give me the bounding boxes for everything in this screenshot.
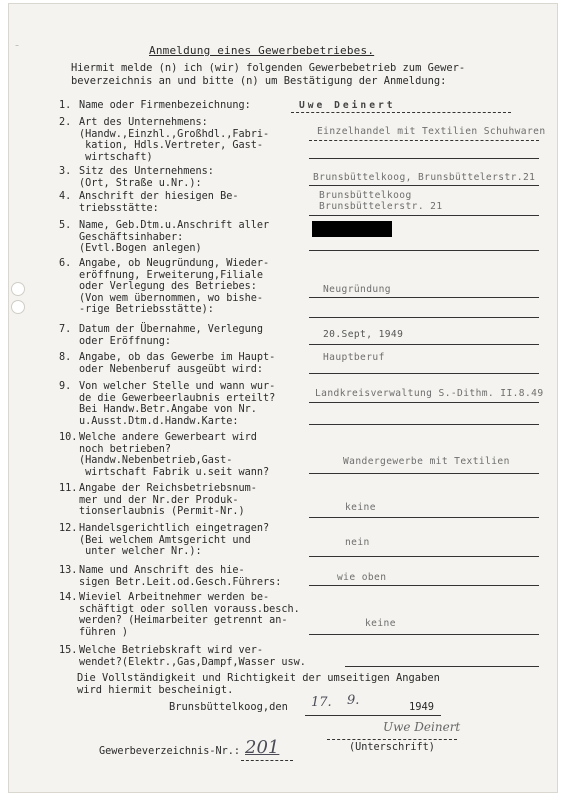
answer-opening-date: 20.Sept, 1949 bbox=[323, 329, 404, 340]
register-label: Gewerbeverzeichnis-Nr.: bbox=[99, 746, 241, 757]
item-label: Welche Betriebskraft wird ver- wendet?(Elektr.,Gas,Dampf,Wasser usw. bbox=[79, 645, 306, 668]
corner-mark: - bbox=[15, 38, 20, 52]
date-year: 1949 bbox=[409, 701, 435, 713]
item-number: 13. bbox=[59, 565, 78, 576]
certification-text: Die Vollständigkeit und Richtigkeit der umseitigen Angaben wird hiermit bescheinigt. bbox=[77, 672, 440, 696]
answer-commercial-register: nein bbox=[345, 537, 370, 548]
form-item-9 bbox=[59, 381, 275, 427]
item-label: Welche andere Gewerbeart wird noch betrieben? (Handw.Nebenbetrieb,Gast- wirtschaft Fabrik u.seit wann? bbox=[79, 432, 270, 478]
form-item-12 bbox=[59, 523, 269, 558]
signature-line bbox=[327, 739, 457, 740]
item-label: Name und Anschrift des hie- sigen Betr.Leit.od.Gesch.Führers: bbox=[79, 565, 282, 588]
punch-hole-bottom bbox=[11, 300, 25, 314]
answer-business-type: Einzelhandel mit Textilien Schuhwaren bbox=[317, 126, 546, 137]
answer-line bbox=[345, 666, 539, 667]
item-label: Name, Geb.Dtm.u.Anschrift aller Geschäftsinhaber: (Evtl.Bogen anlegen) bbox=[79, 220, 270, 255]
redaction-block bbox=[312, 221, 392, 237]
form-item-15 bbox=[59, 645, 306, 668]
answer-line bbox=[309, 215, 539, 216]
answer-line bbox=[309, 185, 539, 186]
form-item-10 bbox=[59, 432, 269, 478]
answer-line bbox=[309, 140, 539, 141]
item-number: 8. bbox=[59, 352, 72, 363]
item-label: Handelsgerichtlich eingetragen? (Bei welchem Amtsgericht und unter welcher Nr.): bbox=[79, 523, 270, 558]
item-number: 4. bbox=[59, 191, 72, 202]
item-number: 2. bbox=[59, 117, 72, 128]
punch-hole-top bbox=[11, 282, 25, 296]
answer-permit: Landkreisverwaltung S.-Dithm. II.8.49 bbox=[315, 388, 544, 399]
answer-other-business: Wandergewerbe mit Textilien bbox=[343, 456, 510, 467]
form-item-3 bbox=[59, 166, 214, 189]
answer-line bbox=[309, 402, 539, 403]
answer-line bbox=[309, 585, 539, 586]
place-date-label: Brunsbüttelkoog,den bbox=[169, 701, 288, 713]
item-label: Datum der Übernahme, Verlegung oder Eröffnung: bbox=[79, 324, 264, 347]
answer-manager: wie oben bbox=[337, 572, 387, 583]
form-title: Anmeldung eines Gewerbebetriebes. bbox=[149, 44, 375, 57]
item-number: 1. bbox=[59, 100, 72, 111]
register-line bbox=[241, 760, 293, 761]
item-number: 14. bbox=[59, 592, 78, 603]
item-label: Angabe der Reichsbetriebsnum- mer und der Nr.der Produk- tionserlaubnis (Permit-Nr.) bbox=[79, 483, 257, 518]
item-number: 15. bbox=[59, 645, 78, 656]
item-label: Name oder Firmenbezeichnung: bbox=[79, 100, 251, 111]
answer-line bbox=[309, 373, 539, 374]
answer-location: Brunsbüttelkoog, Brunsbüttelerstr.21 bbox=[313, 172, 536, 183]
answer-line bbox=[309, 344, 539, 345]
answer-line bbox=[309, 297, 539, 298]
answer-line bbox=[309, 158, 539, 159]
item-number: 5. bbox=[59, 220, 72, 231]
form-item-14 bbox=[59, 592, 300, 638]
date-line bbox=[305, 715, 441, 716]
item-number: 6. bbox=[59, 258, 72, 269]
item-number: 7. bbox=[59, 324, 72, 335]
form-item-1 bbox=[59, 100, 251, 112]
item-number: 3. bbox=[59, 166, 72, 177]
answer-line bbox=[309, 556, 539, 557]
item-label: Wieviel Arbeitnehmer werden be- schäftigt oder sollen vorauss.besch. werden? (Heimarbeiter getrennt an- führen ) bbox=[79, 592, 300, 638]
item-label: Art des Unternehmens: (Handw.,Einzhl.,Großhdl.,Fabri- kation, Hdls.Vertreter, Gast- wirtschaft) bbox=[79, 117, 270, 163]
form-item-7 bbox=[59, 324, 263, 347]
item-label: Angabe, ob das Gewerbe im Haupt- oder Nebenberuf ausgeübt wird: bbox=[79, 352, 276, 375]
item-number: 10. bbox=[59, 432, 78, 443]
item-number: 11. bbox=[59, 483, 78, 494]
item-label: Angabe, ob Neugründung, Wieder- eröffnung, Erweiterung,Filiale oder Verlegung des Betriebes: (Von wem übernommen, wo bishe- -rige Betriebsstätte): bbox=[79, 258, 270, 316]
date-month: 9. bbox=[347, 693, 360, 708]
document-page bbox=[9, 4, 557, 792]
answer-line bbox=[309, 517, 539, 518]
answer-line bbox=[309, 424, 539, 425]
item-number: 9. bbox=[59, 381, 72, 392]
form-item-13 bbox=[59, 565, 281, 588]
form-item-4 bbox=[59, 191, 238, 214]
answer-reg-number: keine bbox=[345, 502, 376, 513]
answer-founding: Neugründung bbox=[323, 284, 391, 295]
form-item-8 bbox=[59, 352, 275, 375]
register-number: 201 bbox=[245, 737, 280, 758]
answer-name: Uwe Deinert bbox=[299, 100, 396, 111]
answer-line bbox=[309, 317, 539, 318]
answer-main-occupation: Hauptberuf bbox=[323, 352, 385, 363]
form-item-5 bbox=[59, 220, 269, 255]
answer-line bbox=[291, 112, 511, 113]
answer-address: Brunsbüttelkoog Brunsbüttelerstr. 21 bbox=[319, 190, 443, 212]
form-item-11 bbox=[59, 483, 257, 518]
answer-line bbox=[309, 250, 539, 251]
date-day: 17. bbox=[311, 695, 332, 710]
item-label: Anschrift der hiesigen Be- triebsstätte: bbox=[79, 191, 239, 214]
answer-line bbox=[309, 473, 539, 474]
answer-line bbox=[309, 634, 539, 635]
signature: Uwe Deinert bbox=[383, 720, 461, 734]
answer-employees: keine bbox=[365, 618, 396, 629]
signature-label: (Unterschrift) bbox=[349, 742, 435, 753]
form-item-6 bbox=[59, 258, 269, 316]
form-item-2 bbox=[59, 117, 269, 163]
item-label: Von welcher Stelle und wann wur- de die Gewerbeerlaubnis erteilt? Bei Handw.Betr.Angabe von Nr. u.Ausst.Dtm.d.Handw.Karte: bbox=[79, 381, 276, 427]
item-number: 12. bbox=[59, 523, 78, 534]
item-label: Sitz des Unternehmens: (Ort, Straße u.Nr.): bbox=[79, 166, 214, 189]
form-intro: Hiermit melde (n) ich (wir) folgenden Gewerbebetrieb zum Gewer- beverzeichnis an und bitte (n) um Bestätigung der Anmeldung: bbox=[71, 62, 466, 87]
